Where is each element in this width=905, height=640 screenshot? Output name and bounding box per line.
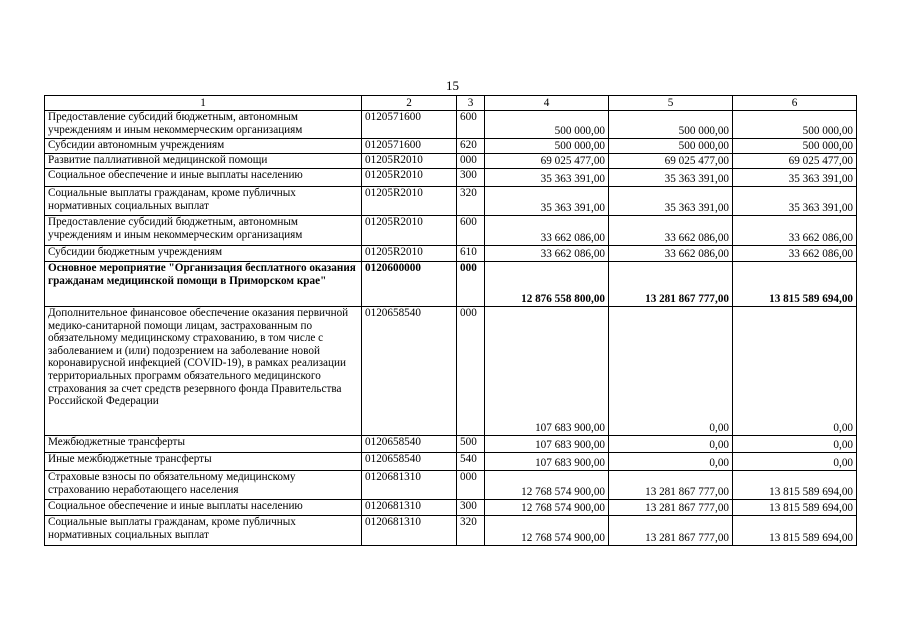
table-row (45, 436, 857, 453)
row-type-cell: 500 (457, 436, 485, 453)
row-amount-year1-cell: 107 683 900,00 (485, 453, 609, 471)
row-amount-year3-cell: 35 363 391,00 (733, 187, 857, 216)
row-amount-year2-cell: 0,00 (609, 436, 733, 453)
table-row (45, 111, 857, 139)
row-name-cell: Социальные выплаты гражданам, кроме публичных нормативных социальных выплат (45, 516, 362, 546)
row-amount-year1-cell: 107 683 900,00 (485, 307, 609, 436)
row-code-cell: 01205R2010 (362, 169, 457, 187)
row-amount-year1-cell: 35 363 391,00 (485, 169, 609, 187)
row-name-cell: Социальное обеспечение и иные выплаты населению (45, 169, 362, 187)
row-amount-year1-cell: 12 876 558 800,00 (485, 262, 609, 307)
header-cell: 2 (362, 96, 457, 111)
row-code-cell: 0120658540 (362, 453, 457, 471)
row-amount-year1-cell: 107 683 900,00 (485, 436, 609, 453)
row-amount-year2-cell: 33 662 086,00 (609, 216, 733, 246)
row-name-cell: Дополнительное финансовое обеспечение оказания первичной медико-санитарной помощи лицам, застрахованным по обязательному медицинскому страхованию, в том числе с заболеванием и (или) подозрением на заболевание новой коронавирусной инфекцией (COVID-19), в рамках реализации территориальных программ обязательного медицинского страхования за счет средств резервного фонда Правительства Российской Федерации (45, 307, 362, 436)
row-type-cell: 000 (457, 154, 485, 169)
row-amount-year3-cell: 0,00 (733, 436, 857, 453)
row-type-cell: 600 (457, 216, 485, 246)
table-row (45, 246, 857, 262)
table-row (45, 471, 857, 500)
row-amount-year1-cell: 33 662 086,00 (485, 246, 609, 262)
row-name-cell: Социальное обеспечение и иные выплаты населению (45, 500, 362, 516)
row-amount-year3-cell: 13 815 589 694,00 (733, 500, 857, 516)
row-type-cell: 540 (457, 453, 485, 471)
row-amount-year3-cell: 13 815 589 694,00 (733, 471, 857, 500)
table-row (45, 262, 857, 307)
table-row (45, 307, 857, 436)
table-row (45, 453, 857, 471)
row-name-cell: Субсидии бюджетным учреждениям (45, 246, 362, 262)
row-code-cell: 0120658540 (362, 436, 457, 453)
row-code-cell: 0120571600 (362, 111, 457, 139)
row-amount-year2-cell: 13 281 867 777,00 (609, 262, 733, 307)
header-cell: 5 (609, 96, 733, 111)
row-code-cell: 01205R2010 (362, 216, 457, 246)
header-cell: 1 (45, 96, 362, 111)
header-cell: 6 (733, 96, 857, 111)
row-type-cell: 300 (457, 169, 485, 187)
row-name-cell: Развитие паллиативной медицинской помощи (45, 154, 362, 169)
page-number: 15 (446, 78, 459, 93)
header-cell: 3 (457, 96, 485, 111)
row-code-cell: 0120600000 (362, 262, 457, 307)
row-amount-year2-cell: 13 281 867 777,00 (609, 516, 733, 546)
row-name-cell: Основное мероприятие "Организация бесплатного оказания гражданам медицинской помощи в Приморском крае" (45, 262, 362, 307)
row-type-cell: 600 (457, 111, 485, 139)
row-amount-year3-cell: 35 363 391,00 (733, 169, 857, 187)
row-amount-year3-cell: 500 000,00 (733, 111, 857, 139)
row-amount-year3-cell: 33 662 086,00 (733, 246, 857, 262)
row-code-cell: 01205R2010 (362, 246, 457, 262)
row-name-cell: Субсидии автономным учреждениям (45, 139, 362, 154)
row-name-cell: Социальные выплаты гражданам, кроме публичных нормативных социальных выплат (45, 187, 362, 216)
row-type-cell: 000 (457, 262, 485, 307)
row-amount-year2-cell: 35 363 391,00 (609, 169, 733, 187)
table-row (45, 187, 857, 216)
row-amount-year1-cell: 35 363 391,00 (485, 187, 609, 216)
row-amount-year3-cell: 33 662 086,00 (733, 216, 857, 246)
row-amount-year2-cell: 0,00 (609, 453, 733, 471)
row-amount-year3-cell: 13 815 589 694,00 (733, 262, 857, 307)
row-type-cell: 320 (457, 187, 485, 216)
row-amount-year3-cell: 500 000,00 (733, 139, 857, 154)
row-amount-year1-cell: 33 662 086,00 (485, 216, 609, 246)
row-amount-year2-cell: 13 281 867 777,00 (609, 500, 733, 516)
table-row (45, 169, 857, 187)
row-amount-year3-cell: 0,00 (733, 307, 857, 436)
row-code-cell: 01205R2010 (362, 187, 457, 216)
row-amount-year2-cell: 33 662 086,00 (609, 246, 733, 262)
table-row (45, 216, 857, 246)
row-amount-year1-cell: 12 768 574 900,00 (485, 500, 609, 516)
row-amount-year2-cell: 13 281 867 777,00 (609, 471, 733, 500)
row-amount-year3-cell: 69 025 477,00 (733, 154, 857, 169)
row-type-cell: 320 (457, 516, 485, 546)
row-amount-year1-cell: 500 000,00 (485, 139, 609, 154)
table-row (45, 500, 857, 516)
row-code-cell: 0120681310 (362, 471, 457, 500)
row-amount-year3-cell: 0,00 (733, 453, 857, 471)
row-code-cell: 0120571600 (362, 139, 457, 154)
row-name-cell: Предоставление субсидий бюджетным, автономным учреждениям и иным некоммерческим организациям (45, 216, 362, 246)
row-name-cell: Межбюджетные трансферты (45, 436, 362, 453)
row-name-cell: Страховые взносы по обязательному медицинскому страхованию неработающего населения (45, 471, 362, 500)
table-body (45, 111, 857, 546)
budget-table (44, 95, 857, 546)
row-code-cell: 0120681310 (362, 500, 457, 516)
row-type-cell: 610 (457, 246, 485, 262)
table-row (45, 154, 857, 169)
row-type-cell: 000 (457, 307, 485, 436)
row-amount-year1-cell: 69 025 477,00 (485, 154, 609, 169)
row-code-cell: 01205R2010 (362, 154, 457, 169)
row-amount-year2-cell: 69 025 477,00 (609, 154, 733, 169)
row-code-cell: 0120658540 (362, 307, 457, 436)
row-type-cell: 300 (457, 500, 485, 516)
row-type-cell: 000 (457, 471, 485, 500)
row-amount-year1-cell: 12 768 574 900,00 (485, 471, 609, 500)
table-row (45, 139, 857, 154)
table-row (45, 516, 857, 546)
row-name-cell: Предоставление субсидий бюджетным, автономным учреждениям и иным некоммерческим организациям (45, 111, 362, 139)
row-amount-year2-cell: 500 000,00 (609, 111, 733, 139)
header-row (45, 96, 857, 111)
row-amount-year2-cell: 35 363 391,00 (609, 187, 733, 216)
row-amount-year3-cell: 13 815 589 694,00 (733, 516, 857, 546)
row-name-cell: Иные межбюджетные трансферты (45, 453, 362, 471)
row-code-cell: 0120681310 (362, 516, 457, 546)
row-amount-year1-cell: 12 768 574 900,00 (485, 516, 609, 546)
row-amount-year1-cell: 500 000,00 (485, 111, 609, 139)
row-amount-year2-cell: 0,00 (609, 307, 733, 436)
row-type-cell: 620 (457, 139, 485, 154)
row-amount-year2-cell: 500 000,00 (609, 139, 733, 154)
header-cell: 4 (485, 96, 609, 111)
